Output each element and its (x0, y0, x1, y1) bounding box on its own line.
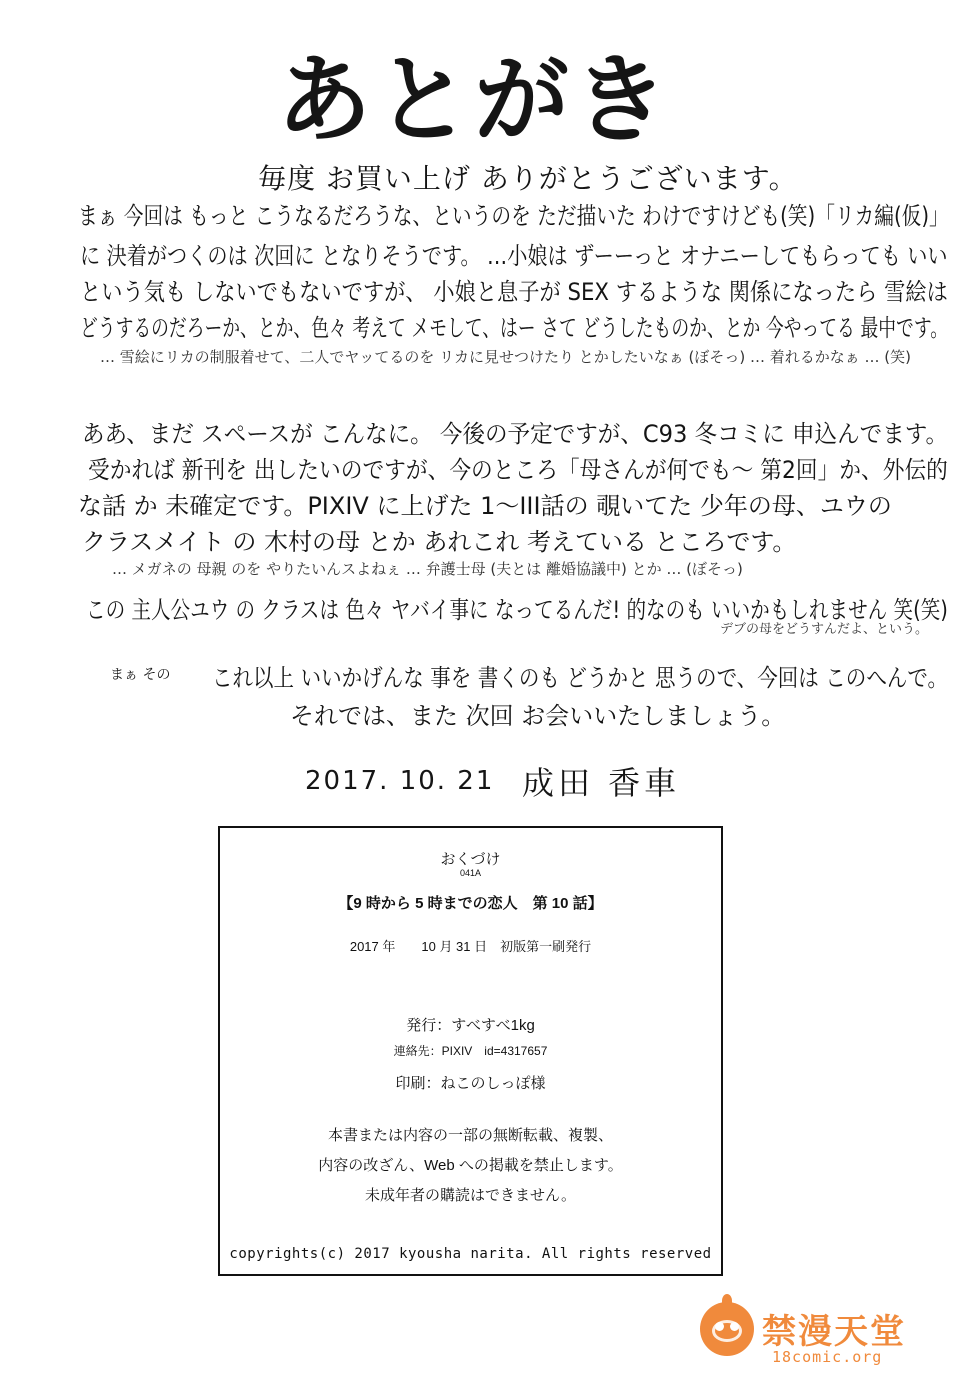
mascot-logo-icon (700, 1302, 754, 1356)
notice-line: 本書または内容の一部の無断転載、複製、 (327, 1127, 613, 1144)
copyright: copyrights(c) 2017 kyousha narita. All rights reserved (229, 1246, 712, 1262)
colophon-code: 041A (459, 868, 482, 878)
closing-prefix: まぁ その (110, 667, 171, 683)
watermark-name: 禁漫天堂 (762, 1312, 906, 1352)
afterword-date: 2017. 10. 21 (305, 766, 495, 796)
printer: 印刷：ねこのしっぽ様 (395, 1075, 546, 1092)
aside-note: … 雪絵にリカの制服着せて、二人でヤッてるのを リカに見せつけたり とかしたいなぁ (ぼそっ) … 着れるかなぁ … (笑) (100, 348, 911, 366)
publisher: 発行：すべすべ1kg (406, 1017, 535, 1034)
paragraph2-end: この 主人公ユウ の クラスは 色々 ヤバイ事に なってるんだ! 的なのも いいかもしれません 笑(笑) (86, 596, 948, 624)
paragraph1-line: という気も しないでもないですが、 小娘と息子が SEX するような 関係になったら 雪絵は (80, 278, 948, 306)
contact: 連絡先：PIXIV id=4317657 (393, 1044, 548, 1058)
colophon-title: おくづけ (440, 851, 501, 868)
afterword-greeting: 毎度 お買い上げ ありがとうございます。 (258, 162, 798, 195)
aside-note: デブの母をどうすんだよ、という。 (720, 622, 929, 637)
paragraph2-line: 受かれば 新刊を 出したいのですが、今のところ「母さんが何でも〜 第2回」か、外伝的 (88, 456, 948, 484)
aside-note: … メガネの 母親 のを やりたいんスよねぇ … 弁護士母 (夫とは 離婚協議中) とか … (ぼそっ) (112, 560, 743, 578)
afterword-title: あとがき (276, 44, 672, 156)
paragraph1-line: に 決着がつくのは 次回に となりそうです。 …小娘は ずーーっと オナニーしてもらっても いい (80, 242, 948, 270)
notice-line: 内容の改ざん、Web への掲載を禁止します。 (318, 1157, 623, 1174)
watermark-url: 18comic.org (772, 1348, 883, 1366)
work-title: 【9 時から 5 時までの恋人 第 10 話】 (338, 895, 603, 912)
paragraph1-line: どうするのだろーか、とか、色々 考えて メモして、はー さて どうしたものか、とか 今やってる 最中です。 (80, 314, 948, 342)
paragraph2-line: クラスメイト の 木村の母 とか あれこれ 考えている ところです。 (82, 528, 797, 556)
colophon-box (218, 826, 723, 1276)
paragraph1-line: まぁ 今回は もっと こうなるだろうな、というのを ただ描いた わけですけども(笑)「リカ編(仮)」 (78, 202, 949, 230)
closing-line: これ以上 いいかげんな 事を 書くのも どうかと 思うので、今回は このへんで。 (212, 664, 948, 692)
issue-date: 2017 年 10 月 31 日 初版第一刷発行 (349, 939, 592, 954)
author-signature: 成田 香車 (522, 764, 681, 802)
notice-line: 未成年者の購読はできません。 (365, 1187, 576, 1204)
closing-line: それでは、また 次回 お会いいたしましょう。 (290, 702, 786, 730)
paragraph2-line: な話 か 未確定です。PIXIV に上げた 1〜III話の 覗いてた 少年の母、ユウの (78, 492, 892, 520)
watermark (700, 1288, 940, 1368)
paragraph2-line: ああ、まだ スペースが こんなに。 今後の予定ですが、C93 冬コミに 申込んでます。 (82, 420, 949, 448)
